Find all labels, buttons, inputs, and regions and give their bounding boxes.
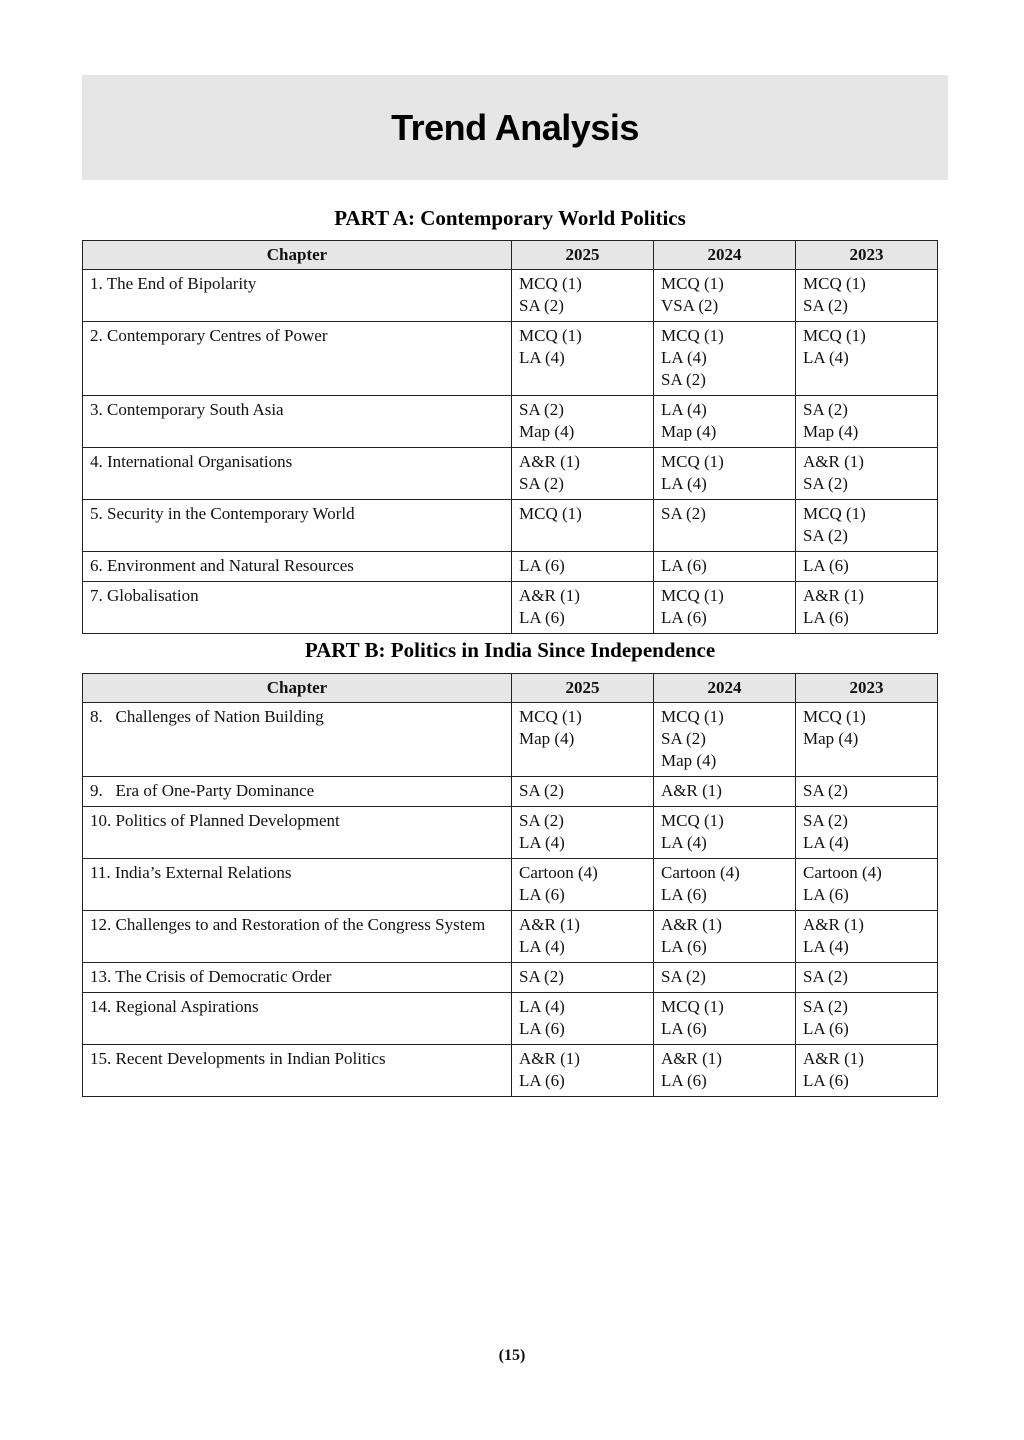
question-types-2025 <box>512 552 654 582</box>
chapter-cell <box>83 703 512 777</box>
question-types-2023 <box>796 500 938 552</box>
question-type-entry: LA (6) <box>519 1071 565 1090</box>
question-types-2024 <box>654 703 796 777</box>
question-types-2024 <box>654 963 796 993</box>
question-types-2023 <box>796 552 938 582</box>
question-type-entry: MCQ (1) <box>803 326 866 345</box>
question-type-entry: A&R (1) <box>803 586 864 605</box>
question-type-entry: A&R (1) <box>803 915 864 934</box>
table-row <box>83 993 938 1045</box>
question-type-entry: A&R (1) <box>519 915 580 934</box>
chapter-name: 10. Politics of Planned Development <box>90 811 340 830</box>
question-type-entry: LA (6) <box>519 556 565 575</box>
question-type-entry: LA (4) <box>661 348 707 367</box>
chapter-name: 1. The End of Bipolarity <box>90 274 257 293</box>
chapter-cell <box>83 993 512 1045</box>
part-b-title: PART B: Politics in India Since Independence <box>304 638 716 662</box>
question-type-entry: MCQ (1) <box>519 274 582 293</box>
table-row <box>83 777 938 807</box>
question-types-2025 <box>512 993 654 1045</box>
question-type-entry: LA (6) <box>803 885 849 904</box>
question-type-entry: Map (4) <box>661 422 717 441</box>
chapter-cell <box>83 859 512 911</box>
question-types-2023 <box>796 777 938 807</box>
question-type-entry: LA (6) <box>661 1019 707 1038</box>
question-types-2024 <box>654 448 796 500</box>
question-type-entry: MCQ (1) <box>519 326 582 345</box>
column-header-2025: 2025 <box>512 674 654 703</box>
question-type-entry: MCQ (1) <box>519 707 582 726</box>
table-row <box>83 963 938 993</box>
question-type-entry: LA (6) <box>519 1019 565 1038</box>
question-type-entry: LA (6) <box>661 556 707 575</box>
question-types-2024 <box>654 807 796 859</box>
question-type-entry: LA (6) <box>519 608 565 627</box>
question-type-entry: MCQ (1) <box>661 707 724 726</box>
column-header-2024: 2024 <box>654 674 796 703</box>
question-type-entry: MCQ (1) <box>661 811 724 830</box>
question-type-entry: Map (4) <box>803 422 859 441</box>
question-type-entry: SA (2) <box>519 296 564 315</box>
question-types-2025 <box>512 1045 654 1097</box>
question-type-entry: LA (4) <box>803 833 849 852</box>
title-band <box>82 75 948 180</box>
question-types-2024 <box>654 396 796 448</box>
question-type-entry: LA (4) <box>519 833 565 852</box>
question-type-entry: LA (6) <box>803 1019 849 1038</box>
question-types-2025 <box>512 322 654 396</box>
question-type-entry: SA (2) <box>519 400 564 419</box>
chapter-name: 5. Security in the Contemporary World <box>90 504 355 523</box>
question-types-2024 <box>654 777 796 807</box>
chapter-cell <box>83 270 512 322</box>
question-type-entry: MCQ (1) <box>661 997 724 1016</box>
chapter-cell <box>83 552 512 582</box>
chapter-name: 8. Challenges of Nation Building <box>90 707 324 726</box>
question-type-entry: Cartoon (4) <box>661 863 740 882</box>
table-header-row <box>83 241 938 270</box>
question-type-entry: SA (2) <box>803 967 848 986</box>
page-title: Trend Analysis <box>391 106 639 148</box>
page-number: (15) <box>498 1347 526 1364</box>
question-type-entry: SA (2) <box>519 967 564 986</box>
question-type-entry: SA (2) <box>661 967 706 986</box>
part-b-table-body <box>83 703 938 1097</box>
part-a-table <box>82 240 938 634</box>
question-type-entry: SA (2) <box>803 997 848 1016</box>
question-type-entry: LA (6) <box>661 937 707 956</box>
question-type-entry: LA (6) <box>803 608 849 627</box>
question-types-2025 <box>512 500 654 552</box>
column-header-chapter: Chapter <box>83 674 512 703</box>
question-types-2024 <box>654 270 796 322</box>
chapter-cell <box>83 448 512 500</box>
chapter-name: 11. India’s External Relations <box>90 863 292 882</box>
question-types-2025 <box>512 448 654 500</box>
question-type-entry: Map (4) <box>519 729 575 748</box>
chapter-cell <box>83 582 512 634</box>
chapter-cell <box>83 322 512 396</box>
question-type-entry: SA (2) <box>803 781 848 800</box>
chapter-name: 2. Contemporary Centres of Power <box>90 326 328 345</box>
question-types-2025 <box>512 270 654 322</box>
question-type-entry: LA (4) <box>661 833 707 852</box>
question-types-2025 <box>512 859 654 911</box>
question-type-entry: LA (4) <box>519 937 565 956</box>
question-type-entry: A&R (1) <box>519 1049 580 1068</box>
table-row <box>83 582 938 634</box>
question-types-2025 <box>512 582 654 634</box>
question-types-2025 <box>512 911 654 963</box>
column-header-2023: 2023 <box>796 674 938 703</box>
table-row <box>83 703 938 777</box>
question-type-entry: SA (2) <box>803 400 848 419</box>
chapter-name: 14. Regional Aspirations <box>90 997 259 1016</box>
question-type-entry: SA (2) <box>661 504 706 523</box>
chapter-name: 12. Challenges to and Restoration of the Congress System <box>90 915 486 934</box>
question-type-entry: A&R (1) <box>661 915 722 934</box>
question-types-2023 <box>796 993 938 1045</box>
question-types-2023 <box>796 911 938 963</box>
question-types-2024 <box>654 582 796 634</box>
table-row <box>83 1045 938 1097</box>
chapter-name: 9. Era of One-Party Dominance <box>90 781 315 800</box>
question-types-2024 <box>654 993 796 1045</box>
table-row <box>83 859 938 911</box>
table-row <box>83 322 938 396</box>
column-header-2024: 2024 <box>654 241 796 270</box>
part-a-title: PART A: Contemporary World Politics <box>334 206 686 230</box>
question-type-entry: Map (4) <box>519 422 575 441</box>
question-type-entry: LA (6) <box>661 608 707 627</box>
chapter-cell <box>83 1045 512 1097</box>
question-type-entry: LA (4) <box>803 937 849 956</box>
question-types-2025 <box>512 703 654 777</box>
table-row <box>83 552 938 582</box>
table-row <box>83 396 938 448</box>
question-types-2023 <box>796 270 938 322</box>
chapter-cell <box>83 963 512 993</box>
question-types-2023 <box>796 963 938 993</box>
question-type-entry: MCQ (1) <box>661 586 724 605</box>
question-type-entry: VSA (2) <box>661 296 719 315</box>
question-types-2023 <box>796 582 938 634</box>
question-type-entry: A&R (1) <box>803 1049 864 1068</box>
chapter-name: 6. Environment and Natural Resources <box>90 556 354 575</box>
question-type-entry: LA (6) <box>803 556 849 575</box>
question-type-entry: SA (2) <box>803 526 848 545</box>
question-type-entry: MCQ (1) <box>803 504 866 523</box>
chapter-cell <box>83 500 512 552</box>
question-type-entry: LA (6) <box>661 885 707 904</box>
question-type-entry: Map (4) <box>803 729 859 748</box>
question-type-entry: LA (4) <box>519 348 565 367</box>
chapter-name: 15. Recent Developments in Indian Politics <box>90 1049 386 1068</box>
column-header-2025: 2025 <box>512 241 654 270</box>
question-type-entry: SA (2) <box>661 370 706 389</box>
question-types-2025 <box>512 807 654 859</box>
column-header-chapter: Chapter <box>83 241 512 270</box>
question-type-entry: SA (2) <box>803 474 848 493</box>
question-types-2023 <box>796 396 938 448</box>
part-a-table-body <box>83 270 938 634</box>
question-type-entry: MCQ (1) <box>661 274 724 293</box>
table-row <box>83 807 938 859</box>
table-header-row <box>83 674 938 703</box>
question-types-2023 <box>796 859 938 911</box>
chapter-name: 13. The Crisis of Democratic Order <box>90 967 332 986</box>
question-types-2023 <box>796 1045 938 1097</box>
question-types-2025 <box>512 963 654 993</box>
question-type-entry: A&R (1) <box>661 781 722 800</box>
question-type-entry: MCQ (1) <box>519 504 582 523</box>
column-header-2023: 2023 <box>796 241 938 270</box>
question-types-2024 <box>654 552 796 582</box>
question-type-entry: SA (2) <box>661 729 706 748</box>
question-type-entry: MCQ (1) <box>803 274 866 293</box>
question-type-entry: Cartoon (4) <box>803 863 882 882</box>
part-b-table <box>82 673 938 1097</box>
question-type-entry: A&R (1) <box>519 586 580 605</box>
question-types-2024 <box>654 911 796 963</box>
question-types-2024 <box>654 500 796 552</box>
question-types-2025 <box>512 396 654 448</box>
question-type-entry: LA (6) <box>519 885 565 904</box>
chapter-name: 3. Contemporary South Asia <box>90 400 284 419</box>
question-type-entry: Cartoon (4) <box>519 863 598 882</box>
question-types-2025 <box>512 777 654 807</box>
table-row <box>83 270 938 322</box>
question-types-2024 <box>654 1045 796 1097</box>
question-type-entry: LA (4) <box>803 348 849 367</box>
table-row <box>83 448 938 500</box>
chapter-name: 4. International Organisations <box>90 452 293 471</box>
question-type-entry: MCQ (1) <box>661 326 724 345</box>
question-type-entry: A&R (1) <box>661 1049 722 1068</box>
question-type-entry: LA (6) <box>661 1071 707 1090</box>
question-type-entry: LA (4) <box>519 997 565 1016</box>
question-type-entry: LA (4) <box>661 400 707 419</box>
question-types-2023 <box>796 448 938 500</box>
question-type-entry: SA (2) <box>803 296 848 315</box>
question-type-entry: SA (2) <box>803 811 848 830</box>
question-type-entry: LA (4) <box>661 474 707 493</box>
question-types-2023 <box>796 322 938 396</box>
chapter-cell <box>83 777 512 807</box>
chapter-cell <box>83 911 512 963</box>
question-types-2023 <box>796 807 938 859</box>
question-type-entry: A&R (1) <box>519 452 580 471</box>
question-type-entry: SA (2) <box>519 811 564 830</box>
question-type-entry: MCQ (1) <box>661 452 724 471</box>
question-type-entry: Map (4) <box>661 751 717 770</box>
question-type-entry: A&R (1) <box>803 452 864 471</box>
question-types-2024 <box>654 859 796 911</box>
question-type-entry: SA (2) <box>519 781 564 800</box>
chapter-name: 7. Globalisation <box>90 586 199 605</box>
table-row <box>83 500 938 552</box>
chapter-cell <box>83 807 512 859</box>
question-type-entry: MCQ (1) <box>803 707 866 726</box>
question-type-entry: LA (6) <box>803 1071 849 1090</box>
table-row <box>83 911 938 963</box>
chapter-cell <box>83 396 512 448</box>
question-types-2024 <box>654 322 796 396</box>
question-types-2023 <box>796 703 938 777</box>
question-type-entry: SA (2) <box>519 474 564 493</box>
